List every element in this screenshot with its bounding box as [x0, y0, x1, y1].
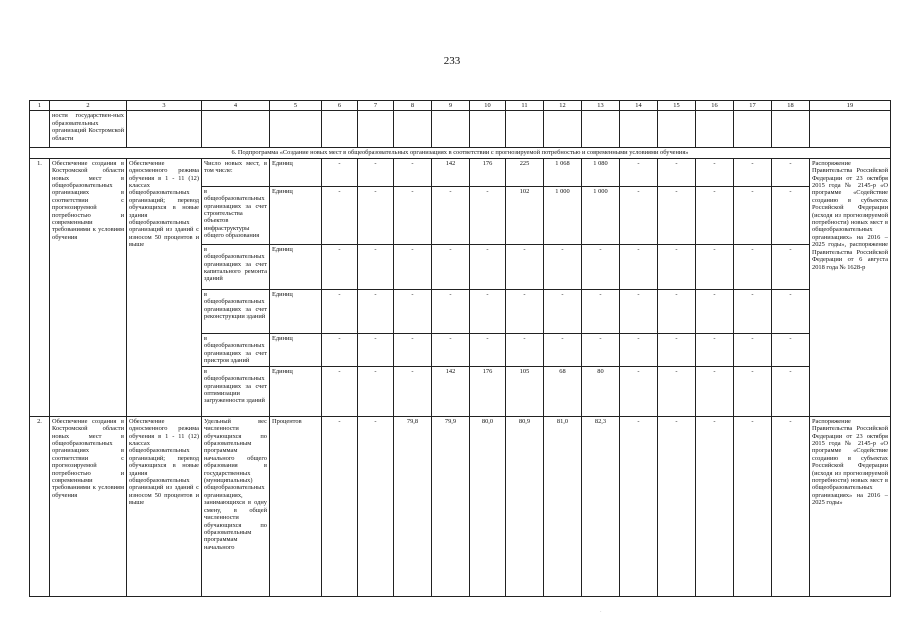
- indicator-value: -: [696, 186, 734, 244]
- indicator-value: 102: [506, 186, 544, 244]
- column-header: 11: [506, 101, 544, 111]
- column-header: 2: [50, 101, 127, 111]
- indicator-value: -: [544, 333, 582, 366]
- indicator-value: 176: [470, 158, 506, 186]
- indicator-value: -: [470, 244, 506, 289]
- continuation-row: [30, 111, 891, 148]
- indicator-unit: Процентов: [270, 416, 322, 596]
- column-header: 16: [696, 101, 734, 111]
- indicator-value: -: [658, 333, 696, 366]
- indicator-value: -: [432, 244, 470, 289]
- indicator-value: -: [658, 289, 696, 333]
- indicator-value: -: [432, 289, 470, 333]
- indicator-value: 79,9: [432, 416, 470, 596]
- indicator-value: -: [394, 186, 432, 244]
- indicator-value: -: [772, 366, 810, 416]
- column-header: 19: [810, 101, 891, 111]
- indicator-value: 82,3: [582, 416, 620, 596]
- indicator-value: -: [322, 158, 358, 186]
- indicator-value: -: [696, 333, 734, 366]
- indicator-value: -: [394, 333, 432, 366]
- indicator-value: -: [772, 289, 810, 333]
- indicator-unit: Единиц: [270, 366, 322, 416]
- indicator-value: -: [658, 416, 696, 596]
- indicator-value: -: [322, 186, 358, 244]
- column-header: 5: [270, 101, 322, 111]
- indicator-value: -: [358, 333, 394, 366]
- column-header: 15: [658, 101, 696, 111]
- scan-mark: ·: [600, 610, 602, 615]
- indicator-value: -: [322, 333, 358, 366]
- indicator-unit: Единиц: [270, 289, 322, 333]
- indicator-value: -: [432, 333, 470, 366]
- indicator-name: в общеобразовательных организациях за счет пристроя зданий: [202, 333, 270, 366]
- column-header: 12: [544, 101, 582, 111]
- indicator-value: -: [734, 366, 772, 416]
- indicator-unit: Единиц: [270, 186, 322, 244]
- indicator-value: -: [470, 289, 506, 333]
- indicator-unit: Единиц: [270, 244, 322, 289]
- expected-result: Обеспечение односменного режима обучения в 1 - 11 (12) классах общеобразовательных организаций; перевод обучающихся в новые здания общеобразовательных организаций из зданий с износом 50 процентов и выше: [127, 416, 202, 596]
- column-number-row: [30, 101, 891, 111]
- column-header: 18: [772, 101, 810, 111]
- indicator-value: -: [734, 416, 772, 596]
- indicator-value: -: [394, 366, 432, 416]
- indicator-value: -: [696, 366, 734, 416]
- event-name: Обеспечение создания в Костромской области новых мест в общеобразовательных организациях в соответствии с прогнозируемой потребностью и современными требованиями к условиям обучения: [50, 416, 127, 596]
- indicator-value: 68: [544, 366, 582, 416]
- indicator-value: -: [506, 289, 544, 333]
- indicator-value: -: [544, 244, 582, 289]
- indicator-value: -: [620, 186, 658, 244]
- indicator-value: 81,0: [544, 416, 582, 596]
- indicator-value: -: [358, 416, 394, 596]
- indicator-value: -: [658, 158, 696, 186]
- column-header: 14: [620, 101, 658, 111]
- subprogram-title: 6. Подпрограмма «Создание новых мест в общеобразовательных организациях в соответствии с прогнозируемой потребностью и современными условиями обучения»: [30, 148, 891, 158]
- indicator-value: 80,0: [470, 416, 506, 596]
- indicator-value: -: [470, 333, 506, 366]
- indicator-value: -: [432, 186, 470, 244]
- indicator-value: 105: [506, 366, 544, 416]
- column-header: 1: [30, 101, 50, 111]
- indicator-unit: Единиц: [270, 333, 322, 366]
- indicator-value: -: [506, 333, 544, 366]
- indicator-value: -: [772, 244, 810, 289]
- legal-basis: Распоряжение Правительства Российской Федерации от 23 октября 2015 года № 2145-р «О программе «Содействие созданию в субъектах Российской Федерации (исходя из прогнозируемой потребности) новых мест в общеобразовательных организациях» на 2016 – 2025 годы»: [810, 416, 891, 596]
- indicator-value: -: [506, 244, 544, 289]
- indicator-value: -: [620, 416, 658, 596]
- indicator-value: -: [772, 186, 810, 244]
- indicator-value: -: [358, 289, 394, 333]
- column-header: 3: [127, 101, 202, 111]
- indicator-value: -: [322, 289, 358, 333]
- column-header: 13: [582, 101, 620, 111]
- indicator-value: 1 000: [582, 186, 620, 244]
- indicator-value: -: [544, 289, 582, 333]
- continuation-text: ности государствен-ных образовательных организаций Костромской области: [50, 111, 127, 148]
- indicator-value: -: [358, 244, 394, 289]
- indicator-value: -: [394, 244, 432, 289]
- indicator-name: в общеобразовательных организациях за счет строительства объектов инфраструктуры общего образования: [202, 186, 270, 244]
- column-header: 7: [358, 101, 394, 111]
- column-header: 6: [322, 101, 358, 111]
- column-header: 4: [202, 101, 270, 111]
- indicator-value: -: [734, 158, 772, 186]
- indicator-value: -: [734, 186, 772, 244]
- table-row: [30, 416, 891, 596]
- indicator-value: -: [620, 244, 658, 289]
- event-name: Обеспечение создания в Костромской области новых мест в общеобразовательных организациях в соответствии с прогнозируемой потребностью и современными требованиями к условиям обучения: [50, 158, 127, 416]
- column-header: 8: [394, 101, 432, 111]
- indicator-value: -: [358, 186, 394, 244]
- row-number: 1.: [30, 158, 50, 416]
- indicator-value: -: [772, 416, 810, 596]
- column-header: 10: [470, 101, 506, 111]
- indicator-value: -: [620, 333, 658, 366]
- indicator-name: Число новых мест, в том числе:: [202, 158, 270, 186]
- page-number: 233: [443, 55, 461, 67]
- indicator-name: в общеобразовательных организациях за счет капитального ремонта зданий: [202, 244, 270, 289]
- column-header: 17: [734, 101, 772, 111]
- indicator-value: -: [620, 158, 658, 186]
- indicator-value: -: [582, 333, 620, 366]
- table-row: [30, 158, 891, 186]
- indicator-value: -: [734, 333, 772, 366]
- indicator-value: -: [734, 244, 772, 289]
- indicator-value: -: [358, 366, 394, 416]
- indicator-value: -: [696, 244, 734, 289]
- subprogram-row: [30, 148, 891, 158]
- indicator-value: -: [358, 158, 394, 186]
- indicator-value: -: [582, 289, 620, 333]
- indicator-value: 80: [582, 366, 620, 416]
- indicator-value: -: [322, 366, 358, 416]
- indicator-value: -: [620, 366, 658, 416]
- indicator-value: -: [322, 416, 358, 596]
- indicator-value: -: [620, 289, 658, 333]
- indicator-value: -: [696, 289, 734, 333]
- indicator-value: 142: [432, 158, 470, 186]
- expected-result: Обеспечение односменного режима обучения в 1 - 11 (12) классах общеобразовательных организаций; перевод обучающихся в новые здания общеобразовательных организаций из зданий с износом 50 процентов и выше: [127, 158, 202, 416]
- indicator-name: в общеобразовательных организациях за счет реконструкции зданий: [202, 289, 270, 333]
- indicator-value: -: [658, 244, 696, 289]
- indicator-value: 1 068: [544, 158, 582, 186]
- indicator-value: 1 000: [544, 186, 582, 244]
- indicator-value: -: [470, 186, 506, 244]
- indicator-value: 80,9: [506, 416, 544, 596]
- indicator-value: 176: [470, 366, 506, 416]
- indicator-value: -: [696, 158, 734, 186]
- indicator-value: -: [322, 244, 358, 289]
- indicator-value: -: [772, 333, 810, 366]
- indicator-value: -: [658, 186, 696, 244]
- legal-basis: Распоряжение Правительства Российской Федерации от 23 октября 2015 года № 2145-р «О программе «Содействие созданию в субъектах Российской Федерации (исходя из прогнозируемой потребности) новых мест в общеобразовательных организациях» на 2016 – 2025 годы», распоряжение Правительства Российской Федерации от 6 августа 2018 года № 1628-р: [810, 158, 891, 416]
- indicator-value: -: [394, 158, 432, 186]
- indicator-name: в общеобразовательных организациях за счет оптимизации загруженности зданий: [202, 366, 270, 416]
- column-header: 9: [432, 101, 470, 111]
- indicator-value: -: [582, 244, 620, 289]
- indicator-value: -: [394, 289, 432, 333]
- row-number: 2.: [30, 416, 50, 596]
- indicator-unit: Единиц: [270, 158, 322, 186]
- indicator-value: -: [696, 416, 734, 596]
- indicator-value: -: [772, 158, 810, 186]
- indicator-value: -: [658, 366, 696, 416]
- indicator-value: 142: [432, 366, 470, 416]
- indicator-value: 79,8: [394, 416, 432, 596]
- indicators-table: [29, 100, 891, 597]
- indicator-value: -: [734, 289, 772, 333]
- indicator-value: 1 080: [582, 158, 620, 186]
- indicator-name: Удельный вес численности обучающихся по образовательным программам начального общего образования в государственных (муниципальных) общеобразовательных организациях, занимающихся в одну смену, в общей численности обучающихся по образовательным программам начального: [202, 416, 270, 596]
- indicator-value: 225: [506, 158, 544, 186]
